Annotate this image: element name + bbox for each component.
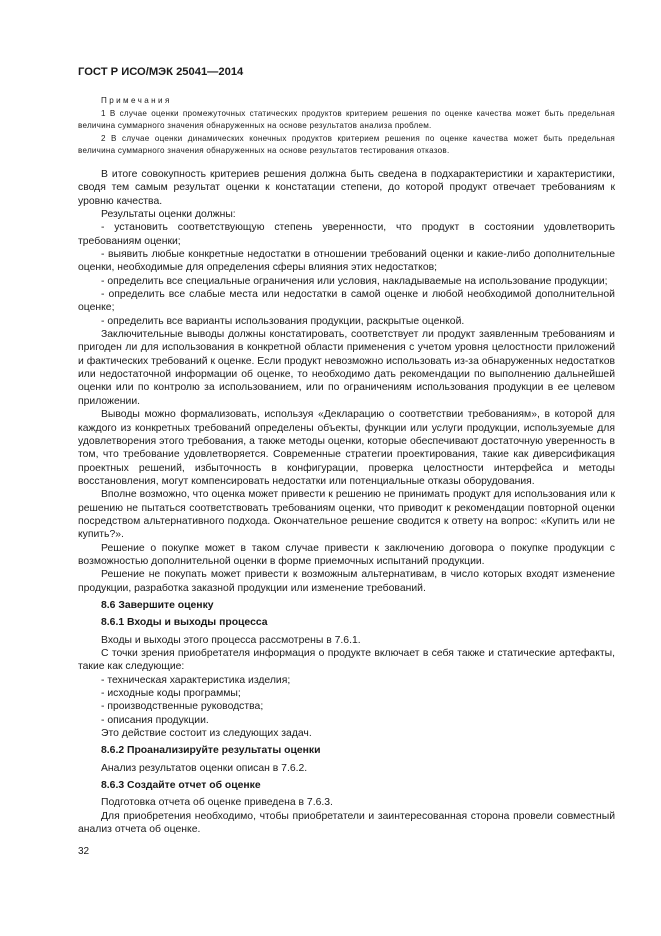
paragraph: С точки зрения приобретателя информация о продукте включает в себя также и статические артефакты, такие как следующие:: [78, 648, 615, 673]
paragraph: Решение не покупать может привести к возможным альтернативам, в число которых входят изменение продукции, разработка заказной продукции или изменение требований.: [78, 569, 615, 594]
paragraph: Входы и выходы этого процесса рассмотрены в 7.6.1.: [101, 634, 361, 646]
list-item: - установить соответствующую степень уверенности, что продукт в состоянии удовлетворить требованиям оценки;: [78, 222, 615, 247]
paragraph: Подготовка отчета об оценке приведена в 7.6.3.: [101, 797, 333, 809]
document-body: [78, 168, 615, 837]
section-heading: 8.6 Завершите оценку: [101, 599, 214, 611]
paragraph: Вполне возможно, что оценка может привести к решению не принимать продукт для использования или к решению не пытаться соответствовать требованиям оценки, что приводит к рекомендации повторной оценки посредством альтернативного подхода. Окончательное решение сводится к ответу на вопрос: «Купить или не купить?».: [78, 489, 615, 541]
list-item: - выявить любые конкретные недостатки в отношении требований оценки и какие-либо дополнительные оценки, необходимые для определения сферы влияния этих недостатков;: [78, 249, 615, 274]
list-item: - определить все слабые места или недостатки в самой оценке и любой необходимой дополнительной оценке;: [78, 289, 615, 314]
document-header: ГОСТ Р ИСО/МЭК 25041—2014: [78, 66, 244, 78]
paragraph: Решение о покупке может в таком случае привести к заключению договора о покупке продукции с возможностью дополнительной оценки в форме приемочных испытаний продукции.: [78, 542, 615, 567]
paragraph: Анализ результатов оценки описан в 7.6.2.: [101, 762, 308, 774]
list-item: - исходные коды программы;: [101, 688, 241, 700]
section-heading: 8.6.3 Создайте отчет об оценке: [101, 780, 261, 792]
list-item: - техническая характеристика изделия;: [101, 674, 291, 686]
notes-block: [78, 95, 615, 158]
paragraph: Выводы можно формализовать, используя «Декларацию о соответствии требованиям», в которой для каждого из конкретных требований определены объекты, функции или услуги продукции, используемые для удовлетворения этого требования, а также методы оценки, которые обеспечивают достаточную уверенность в том, что требование удовлетворяется. Современные стратегии проектирования, такие как диверсификация проектных решений, избыточность в конфигурации, проверка целостности интерфейса и методы восстановления, могут компенсировать недостатки или потенциальные отказы оборудования.: [78, 409, 615, 487]
note-item: 1 В случае оценки промежуточных статических продуктов критерием решения по оценке качества может быть предельная величина суммарного значения обнаруженных на основе результатов анализа проблем.: [78, 108, 615, 131]
section-heading: 8.6.1 Входы и выходы процесса: [101, 617, 268, 629]
section-heading: 8.6.2 Проанализируйте результаты оценки: [101, 745, 321, 757]
paragraph: Заключительные выводы должны констатировать, соответствует ли продукт заявленным требованиям и пригоден ли для использования в конкретной области применения с учетом уровня целостности приложений и фактических требований к оценке. Если продукт невозможно использовать из-за обнаруженных недостатков или недостаточной информации об оценке, то необходимо дать рекомендации по выполнению дальнейшей оценки или по контролю за использованием, или по ограничениям использования продукции в ее целевом приложении.: [78, 329, 615, 407]
page-number: 32: [78, 846, 90, 857]
list-item: - описания продукции.: [101, 714, 209, 726]
paragraph: В итоге совокупность критериев решения должна быть сведена в подхарактеристики и характеристики, сводя тем самым результат оценки к констатации степени, до которой продукт отвечает требованиям к уровню качества.: [78, 168, 615, 207]
paragraph: Это действие состоит из следующих задач.: [101, 728, 312, 740]
list-item: - определить все варианты использования продукции, раскрытые оценкой.: [101, 315, 465, 327]
note-item: 2 В случае оценки динамических конечных продуктов критерием решения по оценке качества может быть предельная величина суммарного значения обнаруженных на основе результатов тестирования отказов.: [78, 133, 615, 156]
list-item: - производственные руководства;: [101, 701, 264, 713]
list-item: - определить все специальные ограничения или условия, накладываемые на использование продукции;: [101, 275, 608, 287]
document-page: [78, 66, 615, 836]
paragraph: Для приобретения необходимо, чтобы приобретатели и заинтересованная сторона провели совместный анализ отчета об оценке.: [78, 810, 615, 836]
notes-heading: Примечания: [101, 96, 172, 105]
paragraph: Результаты оценки должны:: [101, 209, 236, 220]
